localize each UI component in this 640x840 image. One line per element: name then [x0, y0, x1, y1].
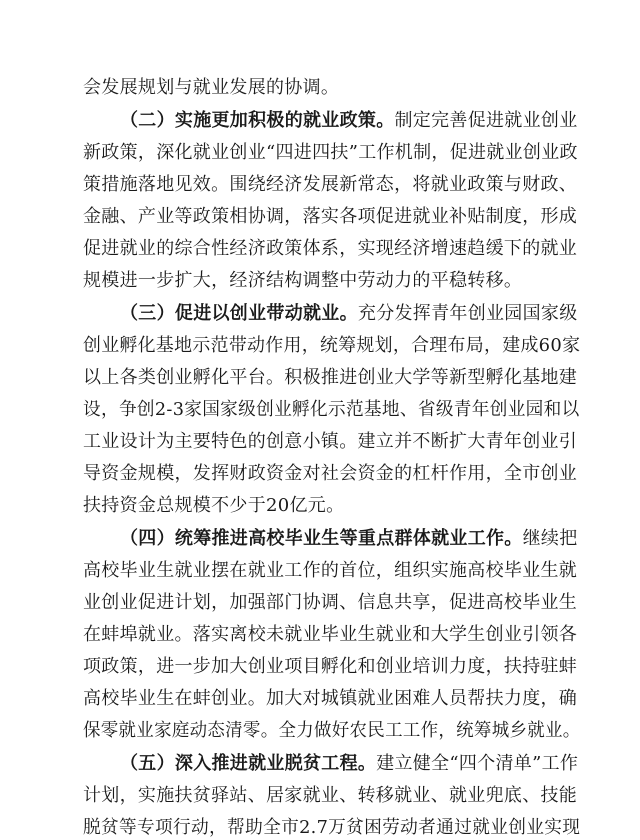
section-heading: （四）统筹推进高校毕业生等重点群体就业工作。	[120, 528, 523, 549]
text-line: 在蚌埠就业。落实离校未就业毕业生就业和大学生创业引领各	[83, 624, 578, 645]
text-line: 高校毕业生就业摆在就业工作的首位，组织实施高校毕业生就	[83, 560, 578, 581]
text-span: 制定完善促进就业创业	[394, 110, 578, 131]
text-line: 以上各类创业孵化平台。积极推进创业大学等新型孵化基地建	[83, 367, 578, 388]
text-line: 规模进一步扩大，经济结构调整中劳动力的平稳转移。	[83, 270, 523, 291]
section-heading: （五）深入推进就业脱贫工程。	[120, 753, 377, 774]
text-span: 充分发挥青年创业园国家级	[357, 303, 578, 324]
text-line: 会发展规划与就业发展的协调。	[83, 77, 340, 98]
text-span: 继续把	[522, 528, 578, 549]
text-line: 扶持资金总规模不少于20亿元。	[83, 495, 345, 516]
text-line: 新政策，深化就业创业“四进四扶”工作机制，促进就业创业政	[83, 142, 578, 163]
section-heading-line	[120, 527, 578, 551]
section-heading-line	[120, 109, 578, 133]
text-line: 计划，实施扶贫驿站、居家就业、转移就业、就业兜底、技能	[83, 785, 578, 806]
text-line: 保零就业家庭动态清零。全力做好农民工工作，统筹城乡就业。	[83, 720, 581, 741]
section-heading: （二）实施更加积极的就业政策。	[120, 110, 395, 131]
text-line: 策措施落地见效。围绕经济发展新常态，将就业政策与财政、	[83, 174, 578, 195]
text-span: 建立健全“四个清单”工作	[376, 753, 579, 774]
text-line: 促进就业的综合性经济政策体系，实现经济增速趋缓下的就业	[83, 238, 578, 259]
text-line: 工业设计为主要特色的创意小镇。建立并不断扩大青年创业引	[83, 431, 578, 452]
text-line: 脱贫等专项行动，帮助全市2.7万贫困劳动者通过就业创业实现	[83, 817, 581, 838]
section-heading: （三）促进以创业带动就业。	[120, 303, 358, 324]
text-line: 导资金规模，发挥财政资金对社会资金的杠杆作用，全市创业	[83, 463, 578, 484]
text-line: 金融、产业等政策相协调，落实各项促进就业补贴制度，形成	[83, 206, 578, 227]
text-line: 项政策，进一步加大创业项目孵化和创业培训力度，扶持驻蚌	[83, 656, 578, 677]
text-line: 高校毕业生在蚌创业。加大对城镇就业困难人员帮扶力度，确	[83, 688, 578, 709]
text-line: 业创业促进计划，加强部门协调、信息共享，促进高校毕业生	[83, 592, 578, 613]
text-line: 设，争创2-3家国家级创业孵化示范基地、省级青年创业园和以	[83, 399, 580, 420]
text-line: 创业孵化基地示范带动作用，统筹规划，合理布局，建成60家	[83, 335, 581, 356]
section-heading-line	[120, 302, 578, 326]
section-heading-line	[120, 752, 578, 776]
